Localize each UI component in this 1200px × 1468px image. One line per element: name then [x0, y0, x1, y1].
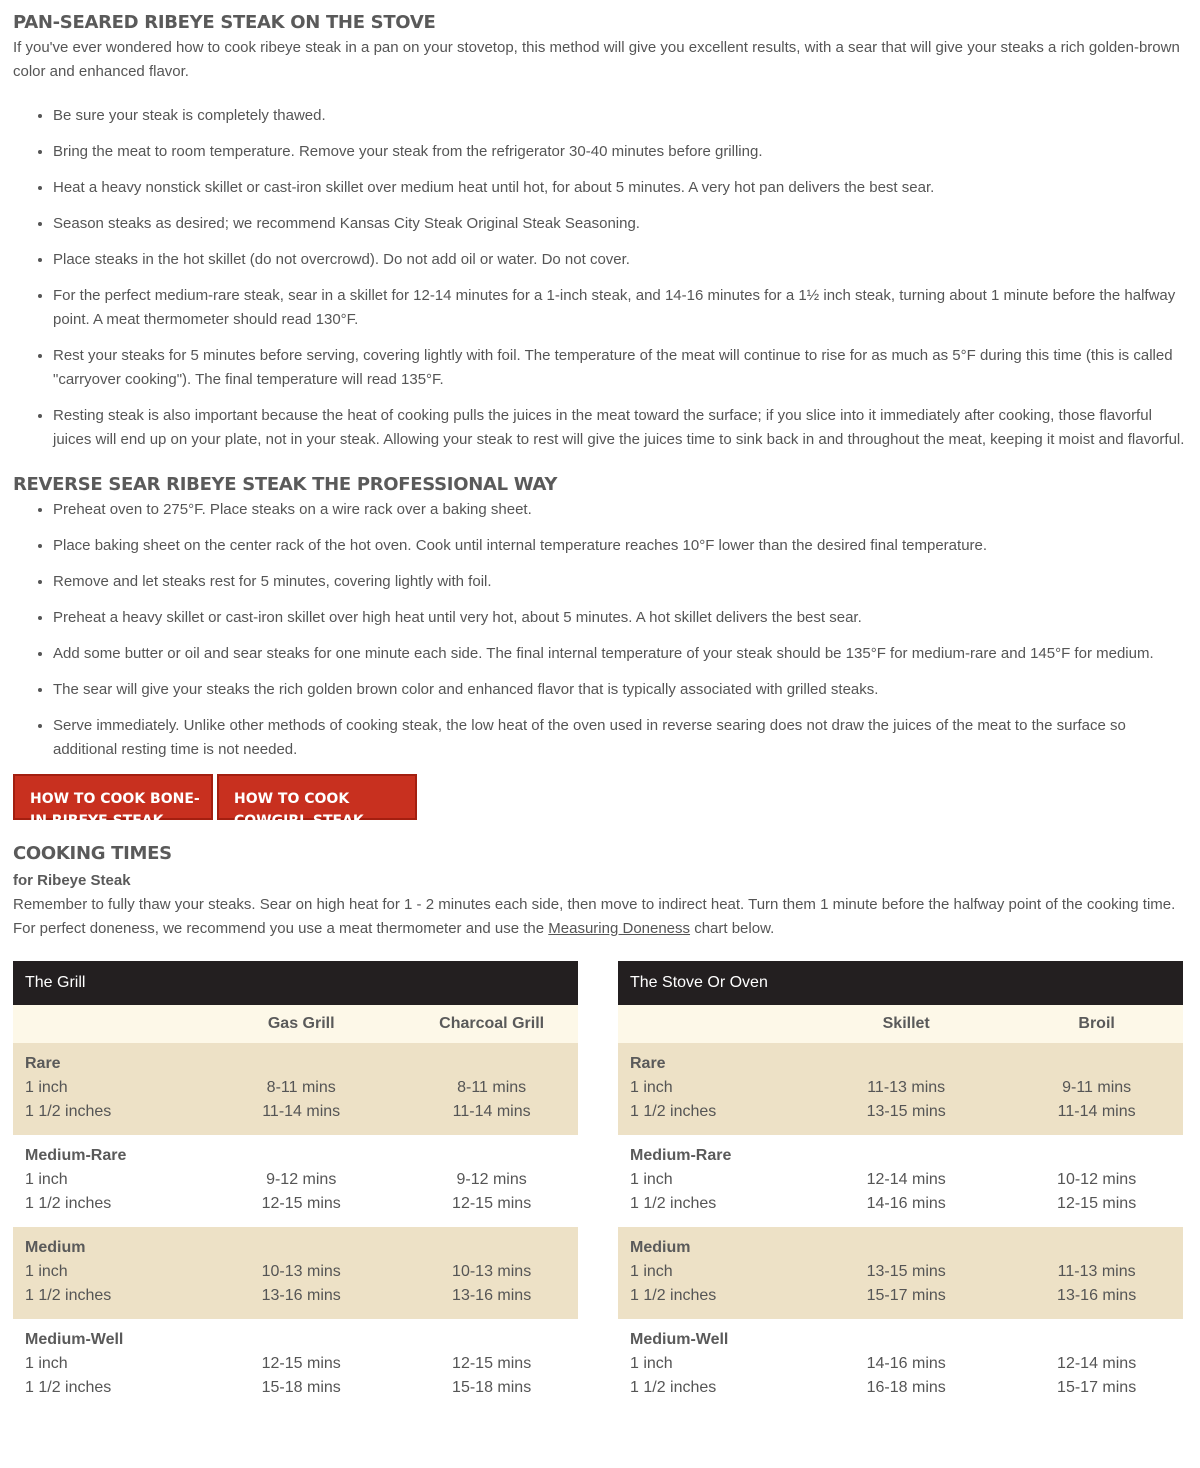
column-header: Skillet: [802, 1005, 1010, 1043]
table-row: [618, 1319, 1183, 1352]
column-header-empty: [618, 1005, 802, 1043]
table-row: [13, 1135, 578, 1168]
table-row: [13, 1260, 578, 1284]
pan-seared-heading: PAN-SEARED RIBEYE STEAK ON THE STOVE: [13, 12, 436, 33]
time-cell: 15-17 mins: [1057, 1379, 1137, 1396]
table-row: [618, 1168, 1183, 1192]
thickness-cell: 1 inch: [630, 1171, 673, 1188]
thickness-cell: 1 inch: [618, 1076, 802, 1100]
table-row: [13, 1352, 578, 1376]
thickness-cell: 1 1/2 inches: [630, 1379, 717, 1396]
intro-text: Remember to fully thaw your steaks. Sear on high heat for 1 - 2 minutes each side, then move to indirect heat. Turn them 1 minute before the halfway point of the cooking time. For perfect doneness, we recommend you use a meat thermometer and use the: [13, 896, 1176, 937]
thickness-cell: 1 1/2 inches: [25, 1379, 112, 1396]
cooking-times-heading: COOKING TIMES: [13, 843, 172, 864]
pan-seared-intro: If you've ever wondered how to cook ribeye steak in a pan on your stovetop, this method will give you excellent results, with a sear that will give your steaks a rich golden-brown color and enhanced flavor.: [13, 39, 1180, 80]
time-cell: 13-15 mins: [802, 1260, 1010, 1284]
time-cell: 10-13 mins: [405, 1260, 578, 1284]
time-cell: 12-15 mins: [261, 1355, 341, 1372]
doneness-label: Medium: [13, 1227, 578, 1260]
doneness-group: [13, 1043, 578, 1135]
time-cell: 13-15 mins: [802, 1100, 1010, 1135]
time-cell: 16-18 mins: [866, 1379, 946, 1396]
doneness-label: Medium-Well: [25, 1331, 124, 1348]
doneness-label: Rare: [13, 1043, 578, 1076]
time-cell: 15-18 mins: [452, 1379, 532, 1396]
time-cell: 15-17 mins: [802, 1284, 1010, 1319]
table-row: [618, 1376, 1183, 1411]
table-row: [618, 1076, 1183, 1100]
time-cell: 11-14 mins: [405, 1100, 578, 1135]
table-row: [13, 1043, 578, 1076]
list-item: • Resting steak is also important because the heat of cooking pulls the juices in the meat toward the surface; if you slice into it immediately after cooking, those flavorful juices will end up on your plate, not in your steak. Allowing your steak to rest will give the juices time to sink back in and throughout the meat, keeping it moist and flavorful.: [53, 404, 1187, 452]
reverse-sear-steps: [13, 498, 1187, 762]
table-row: [13, 1192, 578, 1227]
thickness-cell: 1 1/2 inches: [13, 1284, 197, 1319]
doneness-label: Medium: [618, 1227, 1183, 1260]
time-cell: 12-15 mins: [1057, 1195, 1137, 1212]
column-header: Broil: [1010, 1005, 1183, 1043]
time-cell: 12-14 mins: [1057, 1355, 1137, 1372]
time-cell: 12-15 mins: [261, 1195, 341, 1212]
thickness-cell: 1 inch: [13, 1076, 197, 1100]
table-row: [618, 1192, 1183, 1227]
table-row: [13, 1376, 578, 1411]
doneness-group: [618, 1135, 1183, 1227]
time-cell: 12-15 mins: [452, 1355, 532, 1372]
table-row: [618, 1260, 1183, 1284]
time-cell: 11-14 mins: [1010, 1100, 1183, 1135]
thickness-cell: 1 inch: [25, 1355, 68, 1372]
list-item: • Preheat oven to 275°F. Place steaks on a wire rack over a baking sheet.: [53, 498, 1187, 522]
stove-table: [618, 961, 1183, 1411]
table-row: [13, 1284, 578, 1319]
table-row: [618, 1043, 1183, 1076]
table-row: [618, 1284, 1183, 1319]
list-item: • The sear will give your steaks the rich golden brown color and enhanced flavor that is typically associated with grilled steaks.: [53, 678, 1187, 702]
grill-table: [13, 961, 578, 1411]
list-item: • For the perfect medium-rare steak, sear in a skillet for 12-14 minutes for a 1-inch steak, and 14-16 minutes for a 1½ inch steak, turning about 1 minute before the halfway point. A meat thermometer should read 130°F.: [53, 284, 1187, 332]
doneness-group: [13, 1135, 578, 1227]
doneness-label: Medium-Rare: [25, 1147, 127, 1164]
cowgirl-steak-button[interactable]: HOW TO COOK COWGIRL STEAK: [217, 774, 417, 820]
time-cell: 12-14 mins: [866, 1171, 946, 1188]
table-row: [618, 1352, 1183, 1376]
table-title: The Grill: [13, 961, 578, 1005]
time-cell: 9-11 mins: [1010, 1076, 1183, 1100]
table-row: [13, 1319, 578, 1352]
time-cell: 10-12 mins: [1057, 1171, 1137, 1188]
table-title: The Stove Or Oven: [618, 961, 1183, 1005]
column-header-empty: [13, 1005, 197, 1043]
thickness-cell: 1 inch: [618, 1260, 802, 1284]
time-cell: 10-13 mins: [197, 1260, 405, 1284]
list-item: • Bring the meat to room temperature. Remove your steak from the refrigerator 30-40 minutes before grilling.: [53, 140, 1187, 164]
column-header: Gas Grill: [197, 1005, 405, 1043]
thickness-cell: 1 1/2 inches: [13, 1100, 197, 1135]
time-cell: 14-16 mins: [866, 1355, 946, 1372]
table-row: [13, 1227, 578, 1260]
list-item: • Be sure your steak is completely thawed.: [53, 104, 1187, 128]
time-cell: 13-16 mins: [197, 1284, 405, 1319]
thickness-cell: 1 1/2 inches: [630, 1195, 717, 1212]
list-item: • Place steaks in the hot skillet (do not overcrowd). Do not add oil or water. Do not cover.: [53, 248, 1187, 272]
thickness-cell: 1 1/2 inches: [25, 1195, 112, 1212]
thickness-cell: 1 inch: [25, 1171, 68, 1188]
cooking-times-subheading: for Ribeye Steak: [13, 872, 131, 889]
list-item: • Heat a heavy nonstick skillet or cast-iron skillet over medium heat until hot, for about 5 minutes. A very hot pan delivers the best sear.: [53, 176, 1187, 200]
list-item: • Serve immediately. Unlike other methods of cooking steak, the low heat of the oven used in reverse searing does not draw the juices of the meat to the surface so additional resting time is not needed.: [53, 714, 1187, 762]
measuring-doneness-link[interactable]: Measuring Doneness: [548, 920, 691, 937]
doneness-group: [13, 1227, 578, 1319]
bone-in-ribeye-button[interactable]: HOW TO COOK BONE-IN RIBEYE STEAK: [13, 774, 213, 820]
list-item: • Place baking sheet on the center rack of the hot oven. Cook until internal temperature reaches 10°F lower than the desired final temperature.: [53, 534, 1187, 558]
time-cell: 11-13 mins: [1010, 1260, 1183, 1284]
thickness-cell: 1 1/2 inches: [618, 1284, 802, 1319]
table-row: [13, 1168, 578, 1192]
list-item: • Season steaks as desired; we recommend Kansas City Steak Original Steak Seasoning.: [53, 212, 1187, 236]
time-cell: 14-16 mins: [866, 1195, 946, 1212]
table-row: [13, 1076, 578, 1100]
list-item: • Rest your steaks for 5 minutes before serving, covering lightly with foil. The temperature of the meat will continue to rise for as much as 5°F during this time (this is called "carryover cooking"). The final temperature will read 135°F.: [53, 344, 1187, 392]
time-cell: 11-13 mins: [802, 1076, 1010, 1100]
time-cell: 12-15 mins: [452, 1195, 532, 1212]
time-cell: 11-14 mins: [197, 1100, 405, 1135]
doneness-label: Medium-Well: [630, 1331, 729, 1348]
pan-seared-steps: [13, 104, 1187, 452]
cooking-times-intro: [13, 893, 1187, 941]
doneness-group: [618, 1227, 1183, 1319]
list-item: • Preheat a heavy skillet or cast-iron skillet over high heat until very hot, about 5 minutes. A hot skillet delivers the best sear.: [53, 606, 1187, 630]
time-cell: 13-16 mins: [405, 1284, 578, 1319]
table-row: [618, 1227, 1183, 1260]
thickness-cell: 1 inch: [13, 1260, 197, 1284]
list-item: • Add some butter or oil and sear steaks for one minute each side. The final internal temperature of your steak should be 135°F for medium-rare and 145°F for medium.: [53, 642, 1187, 666]
table-row: [618, 1135, 1183, 1168]
time-cell: 9-12 mins: [266, 1171, 337, 1188]
doneness-group: [618, 1319, 1183, 1411]
column-header: Charcoal Grill: [405, 1005, 578, 1043]
time-cell: 9-12 mins: [456, 1171, 527, 1188]
thickness-cell: 1 inch: [630, 1355, 673, 1372]
time-cell: 8-11 mins: [197, 1076, 405, 1100]
doneness-group: [618, 1043, 1183, 1135]
doneness-label: Rare: [618, 1043, 1183, 1076]
time-cell: 13-16 mins: [1010, 1284, 1183, 1319]
time-cell: 15-18 mins: [261, 1379, 341, 1396]
doneness-group: [13, 1319, 578, 1411]
doneness-label: Medium-Rare: [630, 1147, 732, 1164]
table-row: [618, 1100, 1183, 1135]
reverse-sear-heading: REVERSE SEAR RIBEYE STEAK THE PROFESSIONAL WAY: [13, 474, 558, 495]
time-cell: 8-11 mins: [405, 1076, 578, 1100]
table-row: [13, 1100, 578, 1135]
thickness-cell: 1 1/2 inches: [618, 1100, 802, 1135]
intro-text-end: chart below.: [690, 920, 775, 937]
related-links: [13, 774, 1187, 829]
list-item: • Remove and let steaks rest for 5 minutes, covering lightly with foil.: [53, 570, 1187, 594]
